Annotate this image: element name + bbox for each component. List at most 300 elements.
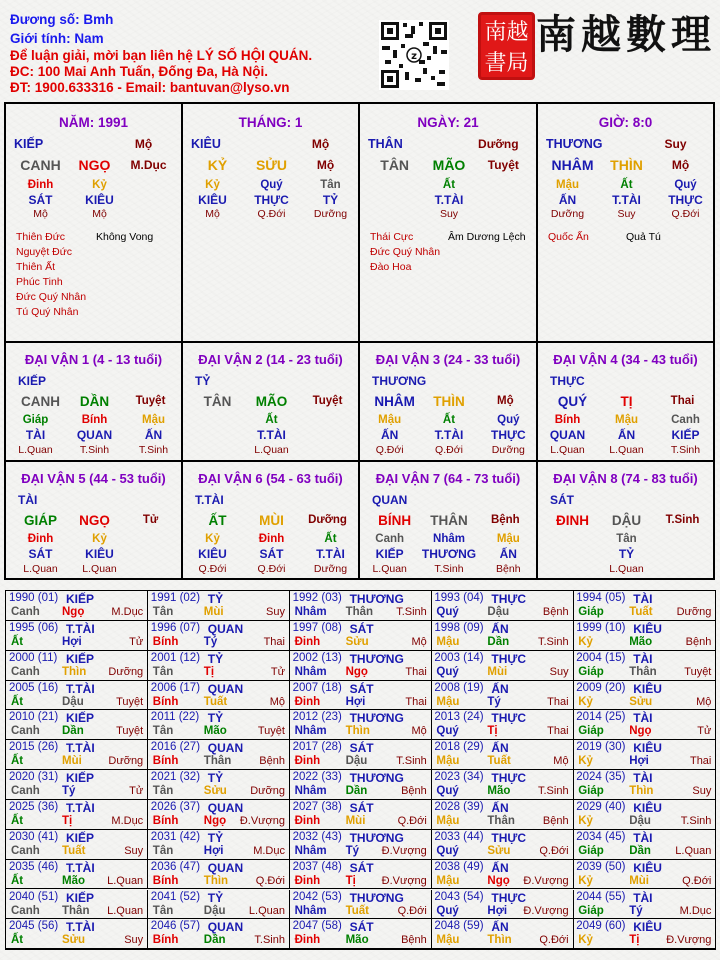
year-cell [573, 800, 715, 830]
year-cell [573, 770, 715, 800]
year-stem: Bính [152, 934, 179, 947]
dai-van-state: Tử [142, 514, 159, 526]
dai-van-branch: MÙI [259, 513, 284, 528]
year-branch: Tý [629, 904, 643, 917]
special-star: Thiên Ất [16, 261, 56, 273]
year-stem: Đinh [294, 755, 321, 768]
year-state: Đ.Vượng [239, 814, 285, 827]
year-star: THƯƠNG [349, 651, 404, 666]
year-cell [431, 591, 573, 621]
year-branch: Dần [629, 844, 651, 857]
dai-van-hidden-stem: Ất [265, 414, 278, 426]
year-stem: Mậu [436, 755, 460, 768]
dai-van-branch: THÂN [430, 513, 468, 528]
contact-phone-email: ĐT: 1900.633316 - Email: bantuvan@lyso.vn [10, 80, 290, 95]
year-state: Thai [263, 635, 285, 648]
year-branch: Dậu [629, 814, 651, 827]
year-state: Bệnh [401, 785, 427, 798]
dai-van-title: ĐẠI VẬN 5 (44 - 53 tuổi) [21, 471, 166, 486]
year-branch: Dậu [62, 695, 84, 708]
dai-van-hidden-stem: Canh [375, 533, 405, 545]
year-state: M.Dục [253, 844, 285, 857]
year-stem: Bính [152, 695, 179, 708]
year-branch: Hợi [487, 904, 508, 917]
year-label: 2004 (15) [576, 651, 626, 664]
pillar-hidden-state: Dưỡng [313, 208, 348, 220]
dai-van-hidden-stem: Mậu [378, 414, 402, 426]
dai-van-hidden-state: Q.Đới [257, 563, 286, 575]
pillar-cell-3 [359, 103, 537, 342]
pillar-hidden-stem: Ất [442, 179, 456, 191]
year-stem: Quý [436, 844, 459, 857]
year-state: M.Dục [679, 904, 712, 917]
year-cell [431, 800, 573, 830]
pillar-hidden-state: Q.Đới [671, 208, 700, 220]
year-cell [148, 890, 290, 920]
dai-van-hidden-state: L.Quan [23, 563, 58, 575]
year-label: 2036 (47) [150, 860, 201, 873]
dai-van-hidden-stem: Bính [81, 414, 108, 426]
dai-van-hidden-state: L.Quan [609, 444, 644, 456]
dai-van-stem: ẤT [208, 513, 227, 528]
year-cell [148, 770, 290, 800]
year-branch: Tị [203, 665, 215, 678]
qr-code-icon [379, 20, 449, 90]
year-stem: Kỷ [578, 755, 593, 768]
dai-van-title: ĐẠI VẬN 2 (14 - 23 tuổi) [198, 352, 343, 367]
year-star: SÁT [349, 800, 374, 815]
owner-name: Đương số: Bmh [10, 12, 114, 27]
year-star: T.TÀI [66, 920, 95, 935]
year-branch: Tý [487, 695, 501, 708]
dai-van-hidden-star: QUAN [76, 428, 113, 442]
year-cell [290, 830, 432, 860]
dai-van-title: ĐẠI VẬN 3 (24 - 33 tuổi) [375, 352, 521, 367]
dai-van-hidden-star: KIẾP [375, 547, 404, 561]
year-star: THỰC [491, 651, 527, 666]
year-stem: Đinh [294, 874, 321, 887]
dai-van-stem: ĐINH [556, 513, 589, 528]
special-stars-year [16, 230, 86, 320]
yearly-table [5, 590, 716, 950]
year-cell [573, 860, 715, 890]
dai-van-hidden-state: Q.Đới [435, 444, 463, 456]
year-state: Suy [549, 665, 569, 678]
year-star: THỰC [491, 830, 527, 845]
year-cell [6, 890, 148, 920]
year-branch: Sửu [62, 934, 86, 947]
year-star: QUAN [207, 681, 244, 696]
dai-van-hidden-stem: Giáp [22, 414, 49, 426]
year-star: THỰC [491, 771, 527, 786]
year-state: Suy [124, 934, 144, 947]
year-label: 2012 (23) [292, 711, 342, 724]
year-cell [431, 770, 573, 800]
dai-van-hidden-star: T.TÀI [316, 547, 345, 561]
pillar-hidden-star: THỰC [668, 193, 703, 207]
special-star: Nguyệt Đức [16, 246, 73, 258]
year-label: 2027 (38) [292, 800, 342, 813]
year-branch: Mùi [487, 665, 508, 678]
year-state: Suy [692, 785, 712, 798]
svg-text:z: z [411, 51, 417, 62]
year-branch: Mão [203, 725, 227, 738]
year-star: KIÊU [633, 681, 662, 696]
dai-van-state: Tuyệt [135, 395, 166, 407]
year-branch: Thìn [203, 874, 229, 887]
year-state: L.Quan [107, 904, 144, 917]
year-branch: Mùi [203, 606, 224, 618]
year-star: THƯƠNG [349, 771, 404, 786]
special-star: Thiên Đức [16, 231, 66, 243]
year-state: Thai [547, 695, 569, 708]
pillar-hidden-stem: Đinh [27, 179, 54, 191]
year-label: 2015 (26) [9, 741, 59, 754]
dai-van-hidden-stem: Canh [671, 414, 700, 426]
pillar-top-star: THÂN [368, 137, 403, 151]
pillar-hidden-state: Dưỡng [550, 208, 585, 220]
year-stem: Bính [152, 635, 179, 648]
year-cell [431, 621, 573, 651]
pillar-hidden-star: TỶ [322, 193, 339, 207]
year-label: 2006 (17) [150, 681, 201, 694]
dai-van-hidden-state: T.Sinh [434, 563, 464, 575]
pillar-hidden-star: T.TÀI [434, 193, 464, 207]
year-stem: Kỷ [578, 635, 593, 648]
year-cell [290, 860, 432, 890]
year-cell [431, 860, 573, 890]
year-cell [290, 919, 432, 949]
year-state: Suy [266, 606, 285, 618]
year-stem: Canh [11, 904, 40, 917]
year-label: 2044 (55) [576, 890, 626, 903]
pillar-hidden-stem: Kỷ [92, 179, 107, 191]
year-state: L.Quan [675, 844, 712, 857]
year-branch: Tý [62, 785, 76, 798]
chart-grid [4, 102, 715, 580]
special-star: Tú Quý Nhân [16, 306, 79, 318]
year-stem: Nhâm [294, 725, 327, 738]
year-stem: Canh [11, 606, 40, 618]
dai-van-hidden-stem: Mậu [615, 414, 638, 426]
year-label: 2009 (20) [576, 681, 626, 694]
dai-van-hidden-star: KIÊU [198, 547, 227, 561]
year-state: Tuyệt [684, 665, 712, 678]
year-label: 1990 (01) [9, 592, 59, 604]
year-label: 2007 (18) [292, 681, 342, 694]
year-label: 1997 (08) [292, 621, 342, 634]
special-star: Đức Quý Nhân [370, 246, 441, 258]
pillar-top-state: Suy [664, 137, 687, 151]
year-star: ẤN [491, 621, 509, 636]
year-stem: Canh [11, 665, 40, 678]
pillar-cell-2 [182, 103, 359, 342]
year-state: Mộ [411, 725, 427, 738]
year-star: TÀI [633, 651, 653, 666]
year-label: 1992 (03) [292, 592, 342, 604]
dai-van-hidden-stem: Mậu [142, 414, 165, 426]
year-state: Q.Đới [255, 874, 285, 887]
pillar-branch-state: Mộ [316, 158, 335, 172]
year-branch: Hợi [629, 755, 649, 768]
year-stem: Nhâm [294, 665, 327, 678]
pillar-title: THÁNG: 1 [238, 115, 303, 130]
pillar-top-star: THƯƠNG [546, 137, 603, 151]
year-label: 2032 (43) [292, 830, 342, 843]
year-label: 2008 (19) [434, 681, 484, 694]
year-cell [431, 740, 573, 770]
pillar-branch-state: Tuyệt [487, 158, 519, 172]
year-star: SÁT [349, 920, 374, 935]
dai-van-hidden-state: Dưỡng [491, 444, 525, 456]
year-label: 2025 (36) [9, 800, 59, 813]
dai-van-branch: THÌN [433, 394, 465, 409]
dai-van-star: KIẾP [18, 374, 47, 388]
year-cell [573, 919, 715, 949]
year-branch: Hợi [345, 695, 366, 708]
year-cell [573, 681, 715, 711]
year-branch: Thân [629, 665, 657, 678]
year-state: Thai [405, 695, 427, 708]
pillar-top-state: Mộ [134, 137, 153, 151]
year-star: SÁT [349, 741, 374, 756]
year-state: Q.Đới [397, 814, 427, 827]
year-star: SÁT [349, 621, 374, 636]
year-branch: Mão [629, 635, 653, 648]
contact-note: Để luận giải, mời bạn liên hệ LÝ SỐ HỘI QUÁN. [10, 48, 313, 63]
dai-van-title: ĐẠI VẬN 4 (34 - 43 tuổi) [553, 352, 698, 367]
year-state: T.Sinh [538, 785, 569, 798]
year-branch: Ngọ [629, 725, 652, 738]
year-star: QUAN [207, 860, 244, 875]
year-branch: Sửu [345, 635, 369, 648]
year-star: KIẾP [66, 830, 95, 845]
year-label: 2043 (54) [434, 890, 484, 903]
year-state: Dưỡng [250, 785, 285, 798]
year-stem: Ất [11, 934, 24, 947]
year-state: M.Dục [111, 814, 144, 827]
year-star: THỰC [491, 592, 527, 606]
dai-van-cell-2 [182, 342, 359, 461]
year-branch: Tị [62, 814, 73, 827]
year-star: THƯƠNG [349, 890, 404, 905]
dai-van-star: TỶ [195, 374, 211, 388]
year-stem: Tân [152, 725, 174, 738]
year-state: Dưỡng [676, 606, 712, 618]
year-state: Tuyệt [257, 725, 285, 738]
dai-van-branch: TỊ [620, 394, 633, 409]
year-branch: Thìn [62, 665, 87, 678]
year-stem: Mậu [436, 874, 460, 887]
year-state: Dưỡng [108, 755, 144, 768]
year-branch: Tuất [62, 844, 86, 857]
year-star: THỰC [491, 890, 527, 905]
dai-van-hidden-star: THỰC [491, 428, 526, 442]
year-label: 2026 (37) [150, 800, 201, 813]
dai-van-title: ĐẠI VẬN 6 (54 - 63 tuổi) [198, 471, 343, 486]
year-star: KIÊU [633, 920, 662, 935]
year-star: TÀI [633, 890, 653, 905]
dai-van-hidden-state: T.Sinh [670, 444, 701, 456]
dai-van-stem: TÂN [203, 394, 232, 409]
year-state: Tuyệt [116, 695, 144, 708]
year-cell [290, 740, 432, 770]
dai-van-hidden-stem: Mậu [496, 533, 520, 545]
year-cell [148, 681, 290, 711]
year-stem: Đinh [294, 814, 321, 827]
dai-van-hidden-star: ẤN [499, 547, 517, 561]
dai-van-hidden-state: T.Sinh [79, 444, 110, 456]
year-star: KIÊU [633, 860, 662, 875]
year-star: ẤN [491, 800, 509, 815]
year-stem: Ất [11, 814, 24, 827]
year-branch: Ngọ [345, 665, 368, 678]
dai-van-hidden-stem: Quý [497, 414, 520, 426]
year-star: T.TÀI [66, 741, 95, 756]
year-star: TÀI [633, 771, 653, 786]
year-label: 2021 (32) [150, 771, 201, 784]
year-label: 2024 (35) [576, 771, 626, 784]
pillar-hidden-star: ẤN [558, 193, 577, 207]
pillar-stem: KỶ [207, 157, 228, 173]
pillar-title: GIỜ: 8:0 [598, 115, 653, 130]
year-branch: Dậu [487, 606, 510, 618]
year-stem: Ất [11, 695, 24, 708]
year-state: Tuyệt [116, 725, 144, 738]
year-star: KIẾP [66, 651, 95, 666]
year-stem: Giáp [578, 844, 604, 857]
year-branch: Dần [487, 635, 510, 648]
dai-van-cell-1 [5, 342, 182, 461]
year-state: Mộ [553, 755, 569, 768]
year-star: TỶ [207, 711, 224, 726]
pillar-top-state: Mộ [311, 137, 330, 151]
year-star: SÁT [349, 681, 374, 696]
year-label: 2030 (41) [9, 830, 59, 843]
year-cell [148, 860, 290, 890]
pillar-branch: THÌN [610, 157, 643, 173]
year-state: Tử [129, 785, 144, 798]
year-branch: Mùi [345, 814, 366, 827]
year-branch: Tuất [203, 695, 228, 708]
dai-van-hidden-stem: Tân [616, 533, 637, 545]
year-stem: Giáp [578, 904, 604, 917]
year-stem: Mậu [436, 934, 460, 947]
year-branch: Mão [487, 785, 511, 798]
year-star: QUAN [207, 920, 244, 935]
year-stem: Ất [11, 874, 24, 887]
year-branch: Thân [62, 904, 90, 917]
dai-van-star: T.TÀI [195, 493, 224, 507]
year-label: 2037 (48) [292, 860, 342, 873]
year-label: 2042 (53) [292, 890, 342, 903]
year-state: Tử [129, 635, 144, 648]
dai-van-hidden-stem: Đinh [258, 533, 285, 545]
year-stem: Quý [436, 606, 459, 618]
year-label: 2040 (51) [9, 890, 59, 903]
year-cell [290, 800, 432, 830]
dai-van-cell-4 [537, 342, 714, 461]
pillar-top-state: Dưỡng [478, 137, 519, 151]
pillar-hidden-state: Q.Đới [257, 208, 286, 220]
year-stem: Nhâm [294, 606, 327, 618]
year-state: Mộ [411, 635, 427, 648]
year-cell [148, 591, 290, 621]
pillar-cell-4 [537, 103, 714, 342]
year-star: KIẾP [66, 711, 95, 726]
dai-van-hidden-stem: Ất [442, 414, 456, 426]
year-star: THƯƠNG [349, 711, 404, 726]
pillar-hidden-state: Suy [439, 208, 459, 220]
dai-van-star: SÁT [550, 493, 574, 507]
year-branch: Tị [629, 934, 640, 947]
dai-van-title: ĐẠI VẬN 1 (4 - 13 tuổi) [24, 352, 163, 367]
dai-van-hidden-star: T.TÀI [434, 428, 464, 442]
year-branch: Mùi [629, 874, 649, 887]
year-star: T.TÀI [66, 860, 95, 875]
owner-gender: Giới tính: Nam [10, 31, 104, 46]
year-state: Bệnh [401, 934, 427, 947]
year-branch: Tý [345, 844, 360, 857]
year-branch: Tị [345, 874, 356, 887]
year-cell [431, 890, 573, 920]
dai-van-hidden-state: Q.Đới [198, 563, 227, 575]
year-stem: Canh [11, 785, 40, 798]
pillar-cell-1 [5, 103, 182, 342]
pillar-hidden-stem: Quý [260, 179, 283, 191]
pillar-hidden-star: KIÊU [198, 193, 227, 207]
year-stem: Quý [436, 665, 459, 678]
year-branch: Ngọ [62, 606, 85, 618]
year-stem: Tân [152, 904, 174, 917]
year-cell [148, 830, 290, 860]
contact-address: ĐC: 100 Mai Anh Tuấn, Đống Đa, Hà Nội. [10, 64, 269, 79]
year-state: Đ.Vượng [523, 904, 569, 917]
year-star: ẤN [491, 681, 509, 696]
dai-van-hidden-state: L.Quan [372, 563, 407, 575]
dai-van-stem: GIÁP [23, 513, 57, 528]
year-star: TÀI [633, 592, 653, 606]
pillar-branch: MÃO [432, 157, 466, 173]
dai-van-branch: MÃO [255, 394, 288, 409]
year-stem: Quý [436, 904, 459, 917]
year-star: TỶ [207, 592, 224, 606]
pillar-stem: NHÂM [551, 157, 594, 173]
year-branch: Tuất [629, 606, 653, 618]
year-state: Đ.Vượng [381, 874, 427, 887]
dai-van-hidden-state: L.Quan [254, 444, 289, 456]
dai-van-hidden-stem: Kỷ [92, 533, 107, 545]
year-label: 1995 (06) [9, 621, 59, 634]
dai-van-hidden-star: SÁT [28, 547, 53, 561]
year-state: Tử [697, 725, 712, 738]
year-cell [148, 651, 290, 681]
owner-info [10, 10, 390, 98]
year-label: 2018 (29) [434, 741, 484, 754]
dai-van-cell-3 [359, 342, 537, 461]
year-branch: Mão [345, 934, 369, 947]
year-stem: Ất [11, 635, 24, 648]
pillar-hidden-stem: Mậu [556, 179, 579, 191]
year-star: T.TÀI [66, 621, 95, 636]
year-label: 2046 (57) [150, 920, 201, 933]
year-stem: Nhâm [294, 844, 327, 857]
special-stars-day [370, 230, 440, 275]
dai-van-hidden-stem: Kỷ [205, 533, 220, 545]
year-label: 2014 (25) [576, 711, 626, 724]
year-cell [573, 621, 715, 651]
dai-van-star: THƯƠNG [372, 374, 427, 388]
